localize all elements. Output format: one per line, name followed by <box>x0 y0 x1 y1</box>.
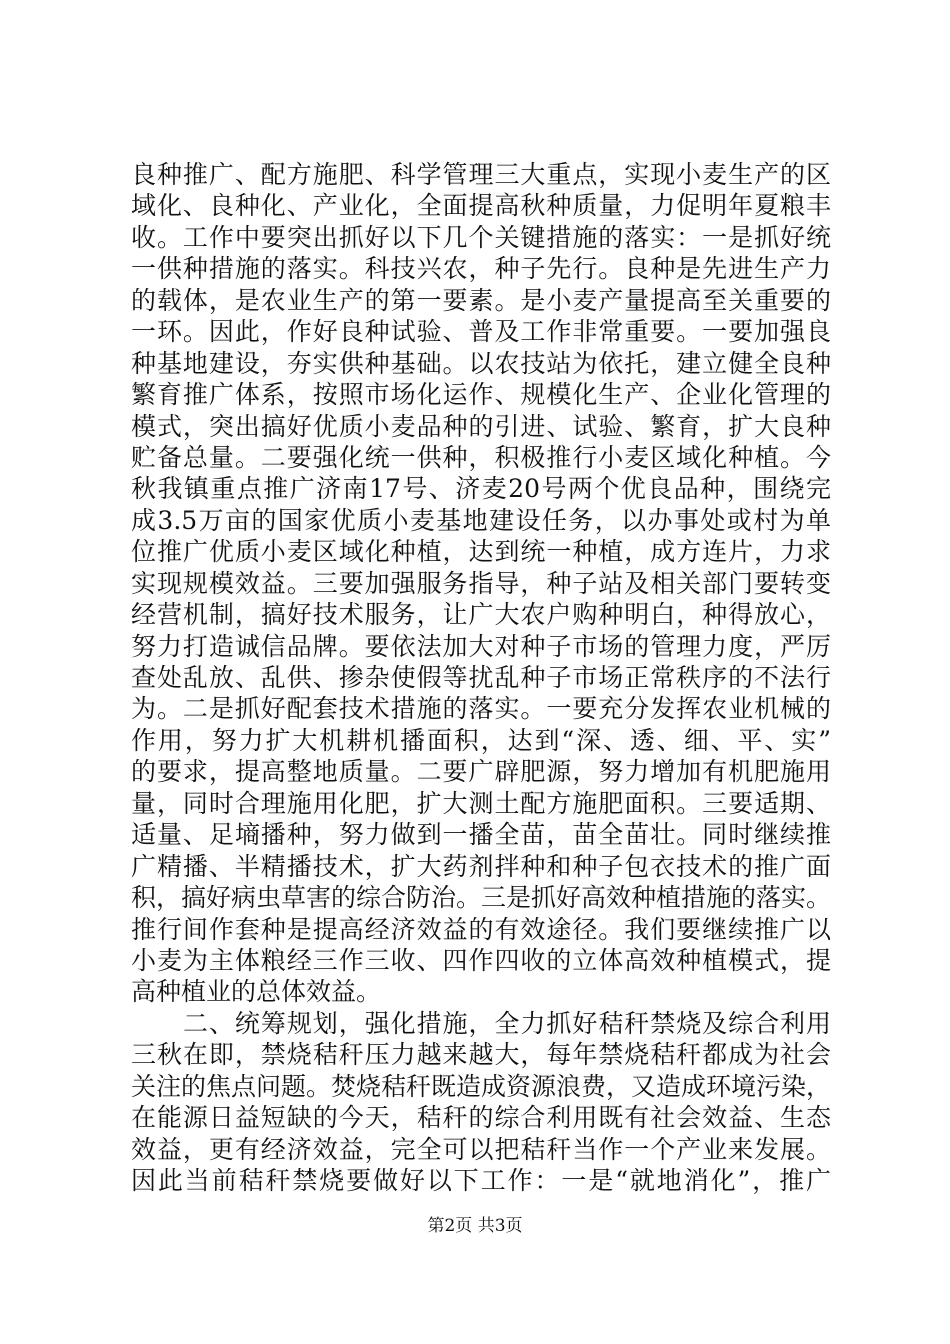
text-line: 高种植业的总体效益。 <box>131 977 382 1007</box>
body-text <box>131 159 831 1196</box>
text-line: 收。工作中要突出抓好以下几个关键措施的落实：一是抓好统 <box>131 222 831 252</box>
text-line: 适量、足墒播种，努力做到一播全苗，苗全苗壮。同时继续推 <box>131 820 831 850</box>
text-line: 效益，更有经济效益，完全可以把秸秆当作一个产业来发展。 <box>131 1134 831 1164</box>
text-line: 在能源日益短缺的今天，秸秆的综合利用既有社会效益、生态 <box>131 1103 831 1133</box>
text-line: 小麦为主体粮经三作三收、四作四收的立体高效种植模式，提 <box>131 945 831 975</box>
text-line: 的要求，提高整地质量。二要广辟肥源，努力增加有机肥施用 <box>131 757 831 787</box>
text-line: 良种推广、配方施肥、科学管理三大重点，实现小麦生产的区 <box>131 160 831 189</box>
text-line: 作用，努力扩大机耕机播面积，达到“深、透、细、平、实” <box>131 725 831 755</box>
text-line: 广精播、半精播技术，扩大药剂拌种和种子包衣技术的推广面 <box>131 851 831 881</box>
text-line: 为。二是抓好配套技术措施的落实。一要充分发挥农业机械的 <box>131 694 831 724</box>
text-line: 查处乱放、乱供、掺杂使假等扰乱种子市场正常秩序的不法行 <box>131 663 831 692</box>
text-line: 位推广优质小麦区域化种植，达到统一种植，成方连片，力求 <box>131 537 831 567</box>
text-line: 域化、良种化、产业化，全面提高秋种质量，力促明年夏粮丰 <box>131 191 831 221</box>
text-line: 成3.5万亩的国家优质小麦基地建设任务，以办事处或村为单 <box>131 505 831 535</box>
text-line: 繁育推广体系，按照市场化运作、规模化生产、企业化管理的 <box>131 380 831 410</box>
text-line: 积，搞好病虫草害的综合防治。三是抓好高效种植措施的落实。 <box>131 883 832 913</box>
page-footer: 第2页 共3页 <box>427 1216 523 1236</box>
text-line: 贮备总量。二要强化统一供种，积极推行小麦区域化种植。今 <box>131 442 831 472</box>
text-line: 关注的焦点问题。焚烧秸秆既造成资源浪费，又造成环境污染， <box>131 1071 832 1101</box>
text-line: 种基地建设，夯实供种基础。以农技站为依托，建立健全良种 <box>131 348 831 378</box>
text-line: 量，同时合理施用化肥，扩大测土配方施肥面积。三要适期、 <box>131 788 831 818</box>
text-line: 秋我镇重点推广济南17号、济麦20号两个优良品种，围绕完 <box>131 474 831 504</box>
text-line: 实现规模效益。三要加强服务指导，种子站及相关部门要转变 <box>131 568 831 598</box>
text-line: 一供种措施的落实。科技兴农，种子先行。良种是先进生产力 <box>131 254 831 284</box>
section-heading: 二、统筹规划，强化措施，全力抓好秸秆禁烧及综合利用 <box>183 1008 831 1038</box>
text-line: 经营机制，搞好技术服务，让广大农户购种明白，种得放心， <box>131 600 831 630</box>
text-line: 的载体，是农业生产的第一要素。是小麦产量提高至关重要的 <box>131 285 831 315</box>
text-line: 三秋在即，禁烧秸秆压力越来越大，每年禁烧秸秆都成为社会 <box>131 1040 831 1070</box>
text-line: 推行间作套种是提高经济效益的有效途径。我们要继续推广以 <box>131 914 831 944</box>
text-line: 模式，突出搞好优质小麦品种的引进、试验、繁育，扩大良种 <box>131 411 831 441</box>
text-line: 因此当前秸秆禁烧要做好以下工作：一是“就地消化”，推广 <box>131 1166 831 1195</box>
text-line: 努力打造诚信品牌。要依法加大对种子市场的管理力度，严厉 <box>131 631 831 661</box>
text-line: 一环。因此，作好良种试验、普及工作非常重要。一要加强良 <box>131 317 831 347</box>
